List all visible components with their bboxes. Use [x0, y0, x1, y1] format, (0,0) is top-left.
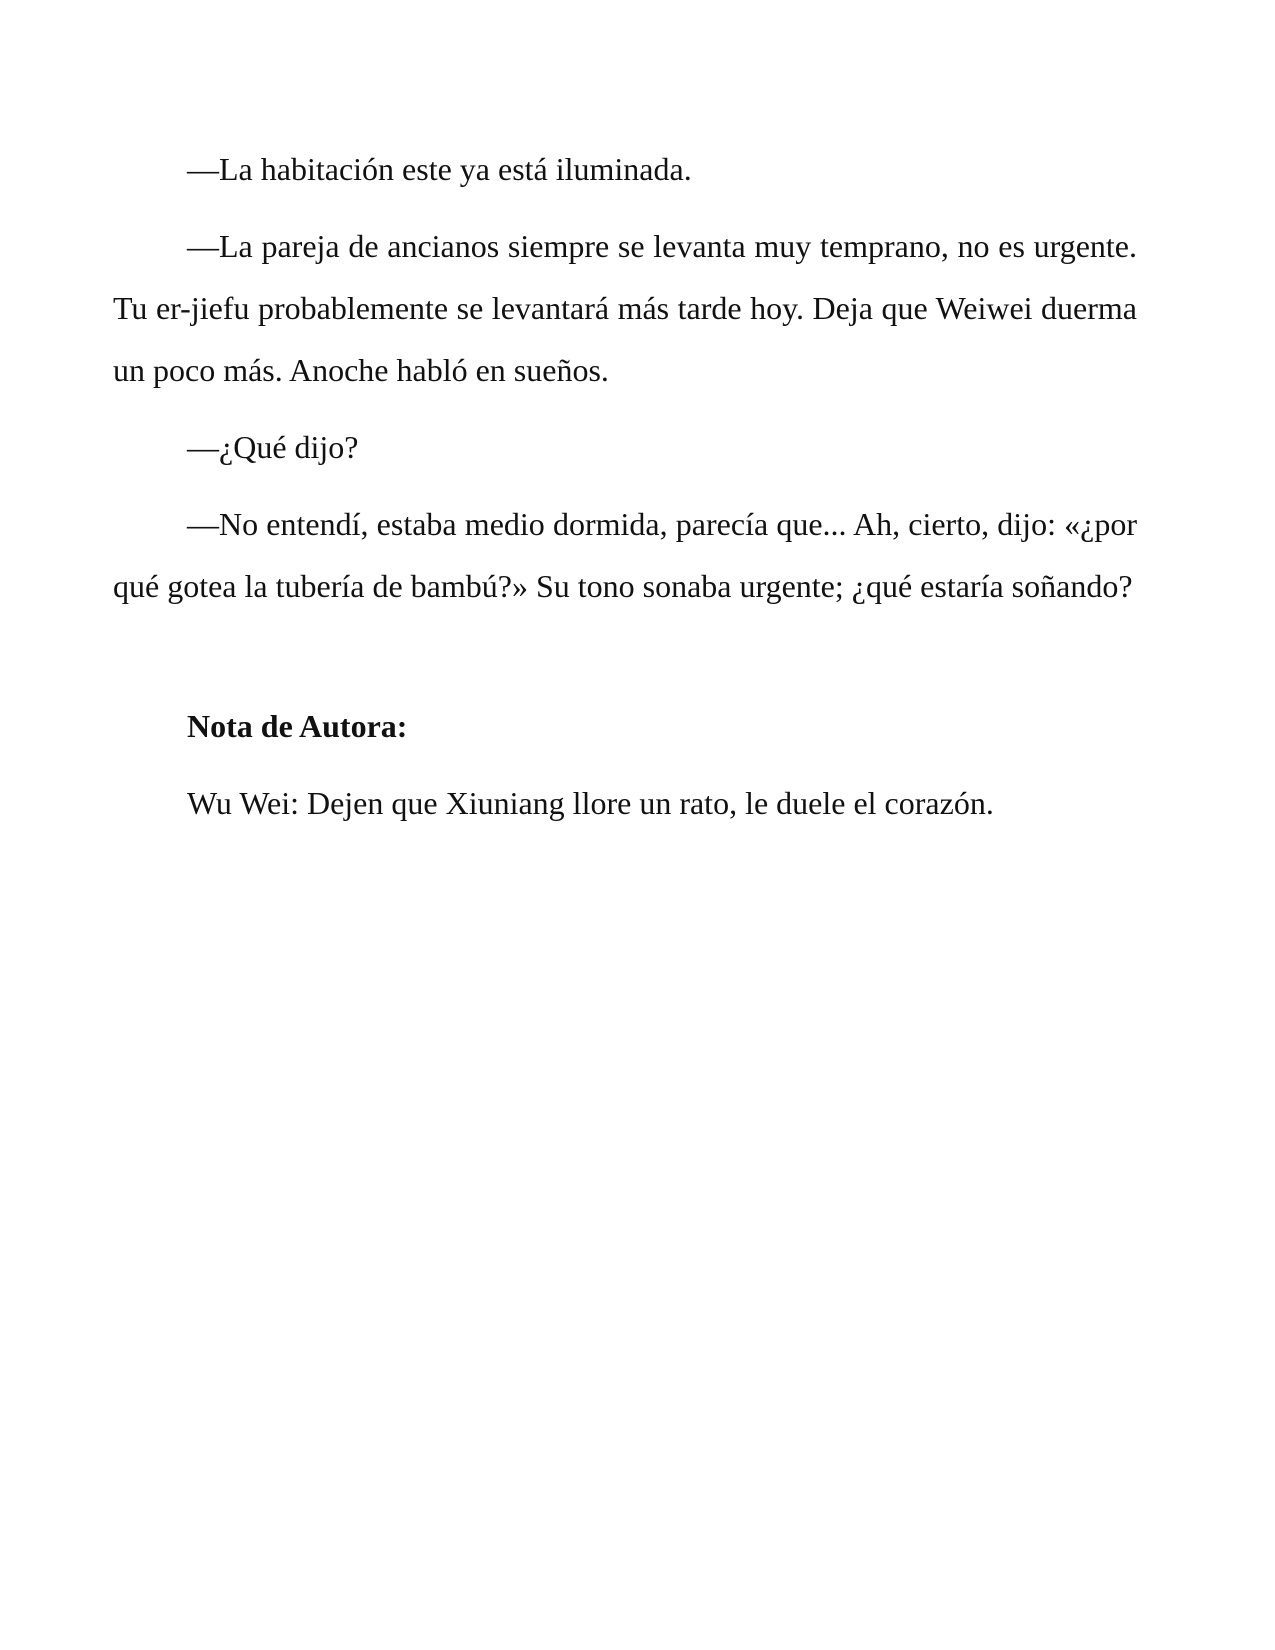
paragraph-3: —¿Qué dijo? — [187, 429, 359, 465]
body-text — [113, 138, 1137, 834]
paragraph-1: —La habitación este ya está iluminada. — [187, 151, 692, 187]
paragraph-4: —No entendí, estaba medio dormida, parecía que... Ah, cierto, dijo: «¿por qué gotea la tubería de bambú?» Su tono sonaba urgente; ¿qué estaría soñando? — [113, 506, 1137, 604]
author-note-heading: Nota de Autora: — [187, 708, 408, 744]
paragraph-2: —La pareja de ancianos siempre se levanta muy temprano, no es urgente. Tu er-jiefu probablemente se levantará más tarde hoy. Deja que Weiwei duerma un poco más. Anoche habló en sueños. — [113, 228, 1137, 388]
author-note-text: Wu Wei: Dejen que Xiuniang llore un rato, le duele el corazón. — [187, 785, 994, 821]
